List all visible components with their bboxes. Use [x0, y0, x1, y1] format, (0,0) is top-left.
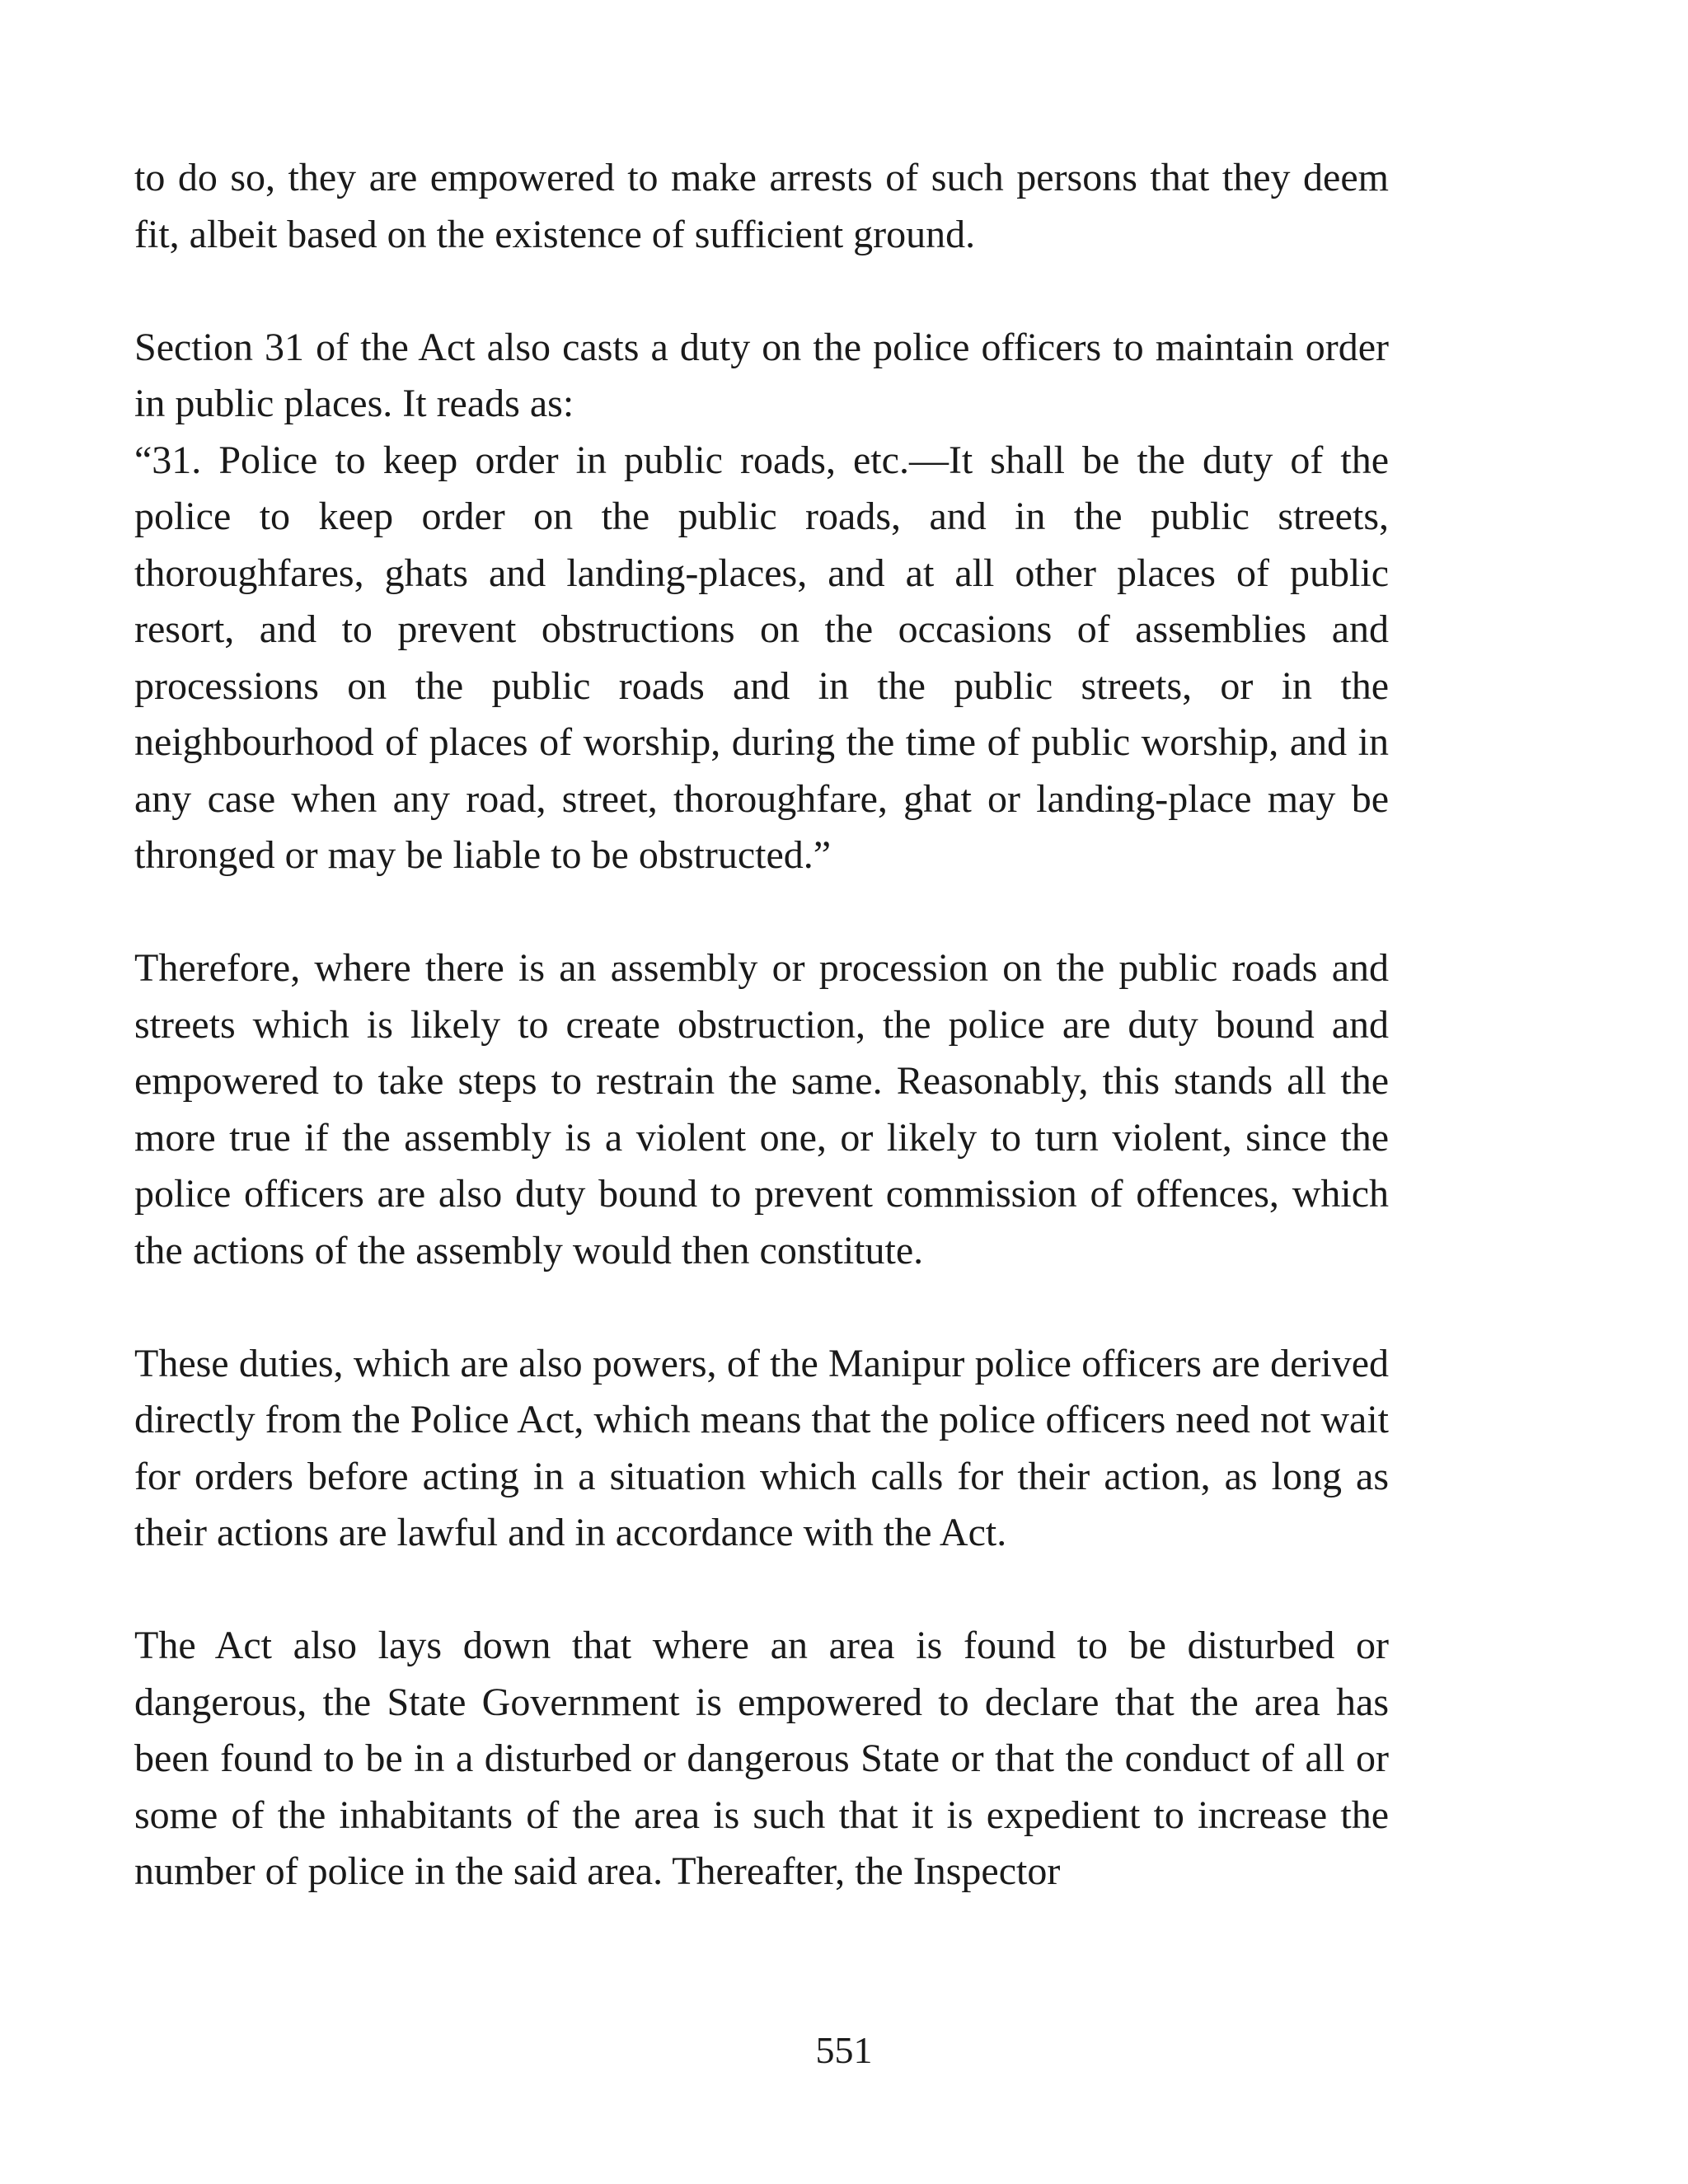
paragraph-gap	[134, 1562, 1389, 1619]
paragraph-gap	[134, 884, 1389, 941]
paragraph-disturbed-area: The Act also lays down that where an area is found to be disturbed or dangerous, the State Government is empowered to declare that the area has been found to be in a disturbed or dangerous State or that the conduct of all or some of the inhabitants of the area is such that it is expedient to increase the number of police in the said area. Thereafter, the Inspector	[134, 1624, 1389, 1893]
paragraph-duties-powers: These duties, which are also powers, of the Manipur police officers are derived directly from the Police Act, which means that the police officers need not wait for orders before acting in a situation which calls for their action, as long as their actions are lawful and in accordance with the Act.	[134, 1341, 1389, 1554]
paragraph-section-31-intro: Section 31 of the Act also casts a duty on the police officers to maintain order in public places. It reads as:	[134, 325, 1389, 425]
paragraph-gap	[134, 1279, 1389, 1336]
paragraph-section-31-quote: “31. Police to keep order in public roads, etc.—It shall be the duty of the police to keep order on the public roads, and in the public streets, thoroughfares, ghats and landing-places, and at all other places of public resort, and to prevent obstructions on the occasions of assemblies and processions on the public roads and in the public streets, or in the neighbourhood of places of worship, during the time of public worship, and in any case when any road, street, thoroughfare, ghat or landing-place may be thronged or may be liable to be obstructed.”	[134, 438, 1389, 877]
paragraph-assembly-obstruction: Therefore, where there is an assembly or procession on the public roads and streets which is likely to create obstruction, the police are duty bound and empowered to take steps to restrain the same. Reasonably, this stands all the more true if the assembly is a violent one, or likely to turn violent, since the police officers are also duty bound to prevent commission of offences, which the actions of the assembly would then constitute.	[134, 946, 1389, 1272]
page-body	[134, 150, 1389, 1900]
page-number: 551	[815, 2029, 873, 2071]
paragraph-gap	[134, 263, 1389, 320]
paragraph-continuation: to do so, they are empowered to make arrests of such persons that they deem fit, albeit based on the existence of sufficient ground.	[134, 156, 1389, 256]
